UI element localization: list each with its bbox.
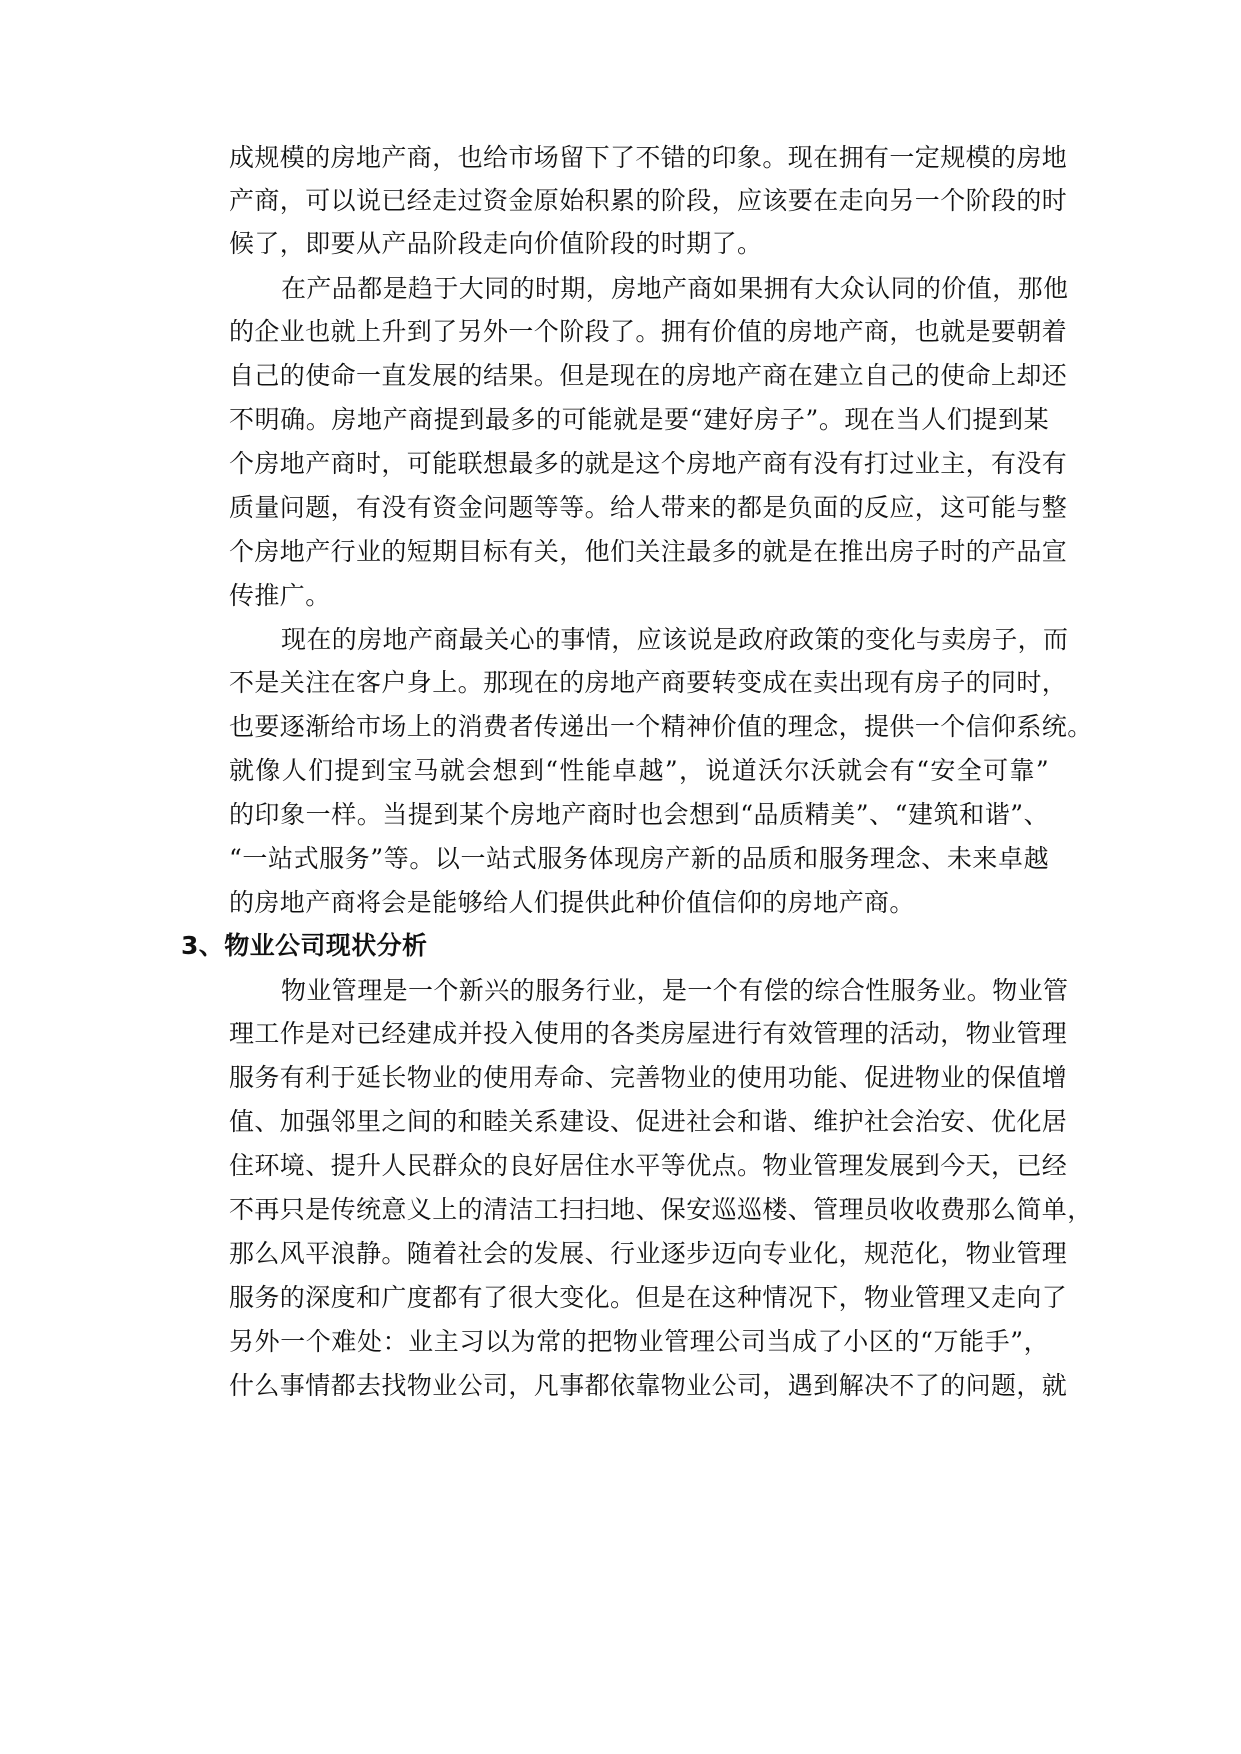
text-line: 理工作是对已经建成并投入使用的各类房屋进行有效管理的活动，物业管理 xyxy=(229,1019,1068,1048)
text-line: 不再只是传统意义上的清洁工扫扫地、保安巡巡楼、管理员收收费那么简单， xyxy=(229,1195,1093,1224)
text-line: 不是关注在客户身上。那现在的房地产商要转变成在卖出现有房子的同时， xyxy=(229,668,1068,697)
text-line: 不明确。房地产商提到最多的可能就是要“建好房子”。现在当人们提到某 xyxy=(229,405,1049,434)
text-line: 个房地产行业的短期目标有关，他们关注最多的就是在推出房子时的产品宣 xyxy=(229,537,1068,566)
text-line: 那么风平浪静。随着社会的发展、行业逐步迈向专业化，规范化，物业管理 xyxy=(229,1239,1068,1268)
text-line: 质量问题，有没有资金问题等等。给人带来的都是负面的反应，这可能与整 xyxy=(229,493,1068,522)
text-line: 服务的深度和广度都有了很大变化。但是在这种情况下，物业管理又走向了 xyxy=(229,1283,1068,1312)
text-line: 另外一个难处：业主习以为常的把物业管理公司当成了小区的“万能手”， xyxy=(229,1327,1049,1356)
section-heading: 3、物业公司现状分析 xyxy=(181,931,428,960)
text-line: 现在的房地产商最关心的事情，应该说是政府政策的变化与卖房子，而 xyxy=(281,625,1069,654)
text-line: 产商，可以说已经走过资金原始积累的阶段，应该要在走向另一个阶段的时 xyxy=(229,186,1068,215)
text-line: 传推广。 xyxy=(229,581,331,610)
text-line: 也要逐渐给市场上的消费者传递出一个精神价值的理念，提供一个信仰系统。 xyxy=(229,712,1093,741)
text-line: 服务有利于延长物业的使用寿命、完善物业的使用功能、促进物业的保值增 xyxy=(229,1063,1068,1092)
text-line: 在产品都是趋于大同的时期，房地产商如果拥有大众认同的价值，那他 xyxy=(281,274,1069,303)
text-line: 的印象一样。当提到某个房地产商时也会想到“品质精美”、“建筑和谐”、 xyxy=(229,800,1049,829)
text-line: 就像人们提到宝马就会想到“性能卓越”，说道沃尔沃就会有“安全可靠” xyxy=(229,756,1049,785)
text-line: 的企业也就上升到了另外一个阶段了。拥有价值的房地产商，也就是要朝着 xyxy=(229,317,1068,346)
text-line: 物业管理是一个新兴的服务行业，是一个有偿的综合性服务业。物业管 xyxy=(281,976,1069,1005)
text-line: 住环境、提升人民群众的良好居住水平等优点。物业管理发展到今天，已经 xyxy=(229,1151,1068,1180)
text-line: 个房地产商时，可能联想最多的就是这个房地产商有没有打过业主，有没有 xyxy=(229,449,1068,478)
text-line: “一站式服务”等。以一站式服务体现房产新的品质和服务理念、未来卓越 xyxy=(229,844,1049,873)
text-line: 自己的使命一直发展的结果。但是现在的房地产商在建立自己的使命上却还 xyxy=(229,361,1068,390)
text-line: 什么事情都去找物业公司，凡事都依靠物业公司，遇到解决不了的问题，就 xyxy=(229,1371,1068,1400)
text-line: 的房地产商将会是能够给人们提供此种价值信仰的房地产商。 xyxy=(229,888,915,917)
text-line: 值、加强邻里之间的和睦关系建设、促进社会和谐、维护社会治安、优化居 xyxy=(229,1107,1068,1136)
text-line: 成规模的房地产商，也给市场留下了不错的印象。现在拥有一定规模的房地 xyxy=(229,143,1068,172)
text-line: 候了，即要从产品阶段走向价值阶段的时期了。 xyxy=(229,229,763,258)
